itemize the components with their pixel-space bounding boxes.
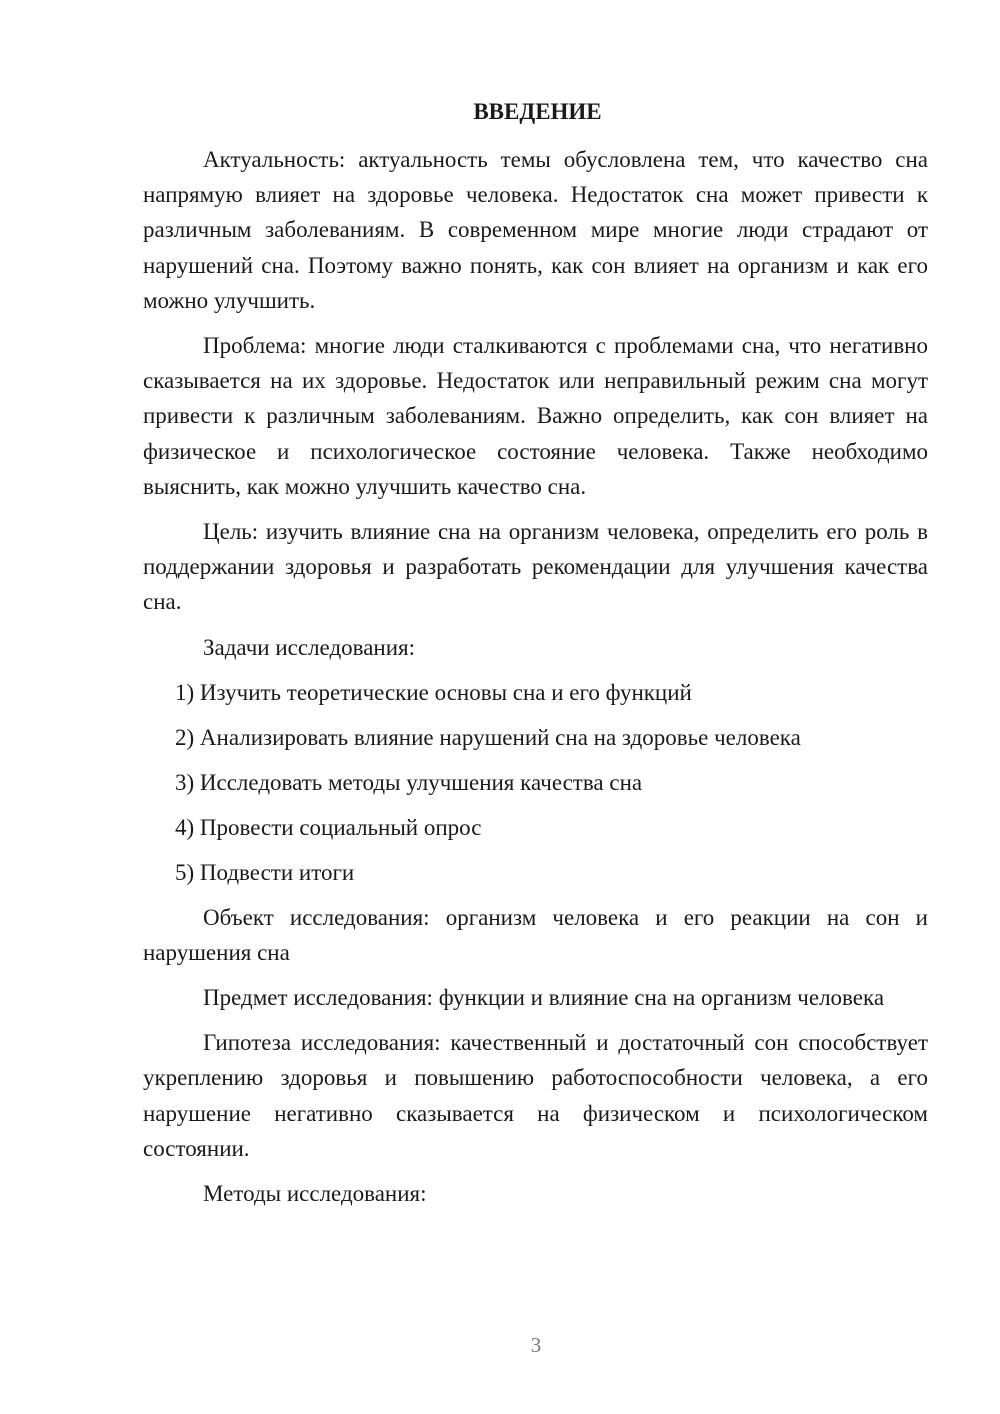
paragraph-problem: Проблема: многие люди сталкиваются с проблемами сна, что негативно сказывается на их здоровье. Недостаток или неправильный режим сна могут привести к различным заболеваниям. Важно определить, как сон влияет на физическое и психологическое состояние человека. Также необходимо выяснить, как можно улучшить качество сна. — [143, 333, 928, 499]
tasks-list — [143, 675, 928, 890]
list-item: 3) Исследовать методы улучшения качества сна — [175, 769, 643, 795]
list-item: 5) Подвести итоги — [175, 859, 355, 885]
list-item: 1) Изучить теоретические основы сна и его функций — [175, 679, 692, 705]
section-title: ВВЕДЕНИЕ — [473, 99, 602, 124]
paragraph-goal: Цель: изучить влияние сна на организм человека, определить его роль в поддержании здоровья и разработать рекомендации для улучшения качества сна. — [143, 519, 928, 615]
page-number: 3 — [530, 1333, 542, 1357]
paragraph-object: Объект исследования: организм человека и его реакции на сон и нарушения сна — [143, 904, 928, 965]
list-item: 2) Анализировать влияние нарушений сна на здоровье человека — [175, 724, 801, 750]
methods-heading: Методы исследования: — [203, 1181, 427, 1207]
paragraph-relevance: Актуальность: актуальность темы обусловлена тем, что качество сна напрямую влияет на здоровье человека. Недостаток сна может привести к различным заболеваниям. В современном мире многие люди страдают от нарушений сна. Поэтому важно понять, как сон влияет на организм и как его можно улучшить. — [143, 147, 928, 313]
document-page — [143, 94, 928, 1221]
list-item: 4) Провести социальный опрос — [175, 814, 482, 840]
tasks-heading: Задачи исследования: — [203, 634, 416, 660]
paragraph-hypothesis: Гипотеза исследования: качественный и достаточный сон способствует укреплению здоровья и повышению работоспособности человека, а его нарушение негативно сказывается на физическом и психологическом состоянии. — [143, 1030, 928, 1161]
paragraph-subject: Предмет исследования: функции и влияние сна на организм человека — [203, 985, 885, 1011]
